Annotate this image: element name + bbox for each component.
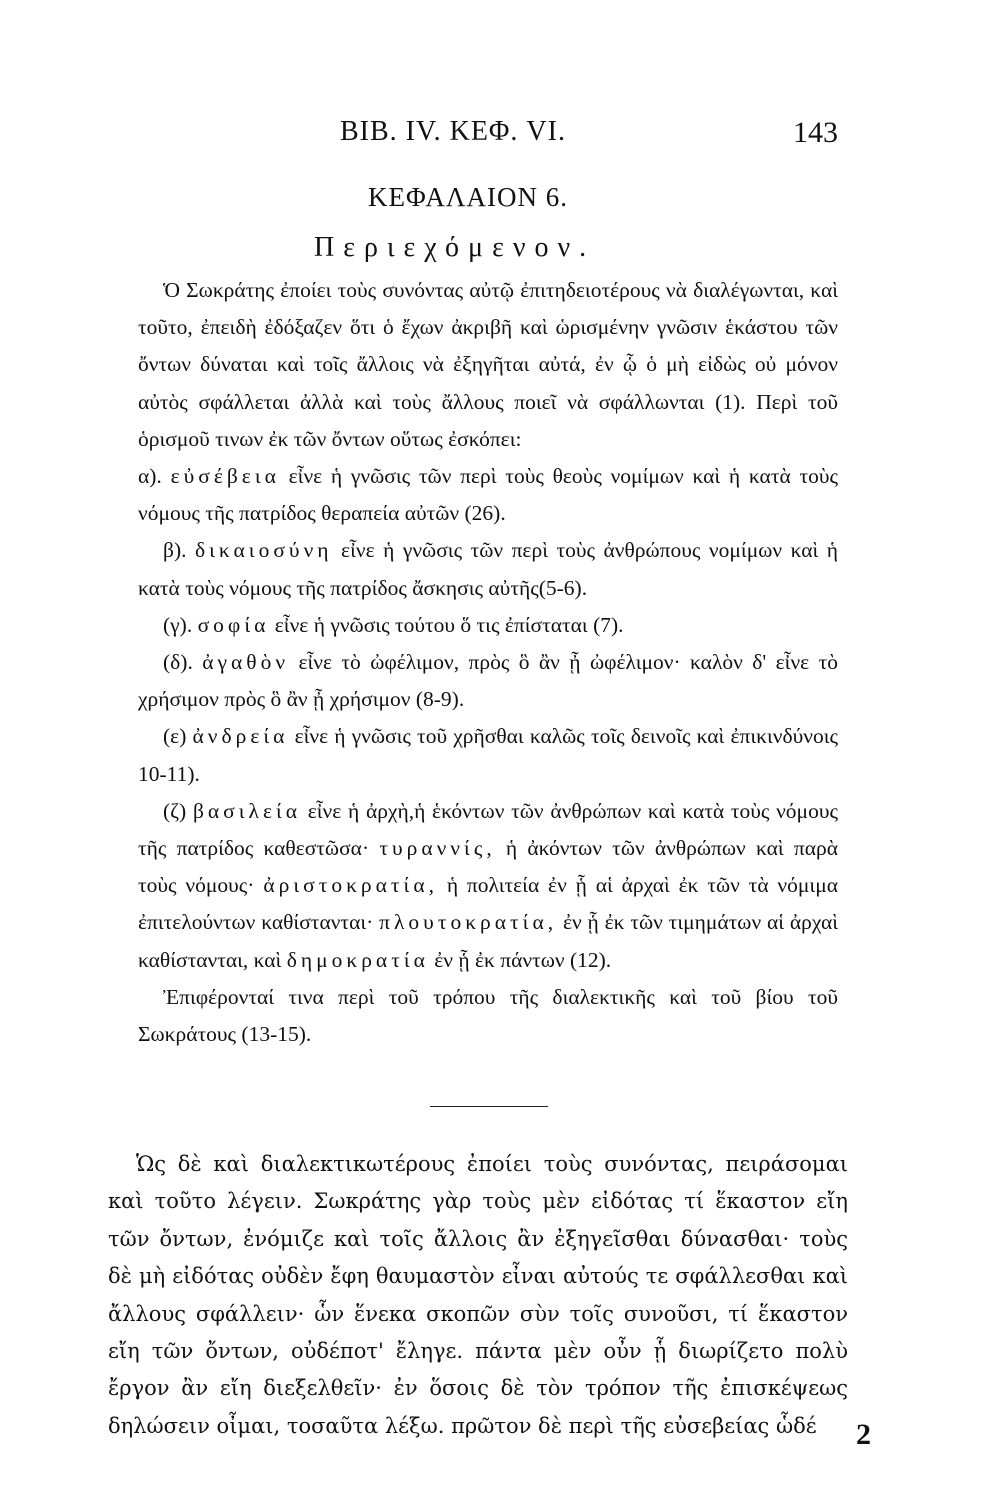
item-text: εἶνε ἡ γνῶσις τοῦ χρῆσθαι καλῶς τοῖς δεινοῖς καὶ ἐπικινδύνοις 10-11).: [138, 724, 839, 786]
summary-item-agathon: [138, 644, 838, 718]
contents-heading: Περιεχόμενον.: [314, 232, 596, 263]
main-text: [108, 1146, 848, 1445]
item-marker: (ε): [163, 724, 187, 749]
item-text: ἐν ᾗ ἐκ πάντων (12).: [434, 947, 612, 972]
item-term: ἀγαθὸν: [202, 650, 290, 675]
item-text: ἡ ἀκόντων τῶν ἀνθρώπων καὶ παρὰ τοὺς νόμους·: [138, 836, 838, 898]
page-number: 143: [793, 116, 838, 149]
item-term: δικαιοσύνη: [194, 538, 333, 563]
signature-mark: 2: [856, 1418, 871, 1451]
item-marker: β).: [163, 538, 187, 563]
item-text: εἶνε ἡ ἀρχὴ,ἡ ἑκόντων τῶν ἀνθρώπων καὶ κατὰ τοὺς νόμους τῆς πατρίδος καθεστῶσα·: [138, 798, 838, 861]
item-text: εἶνε τὸ ὠφέλιμον, πρὸς ὃ ἂν ᾖ ὠφέλιμον· καλὸν δ' εἶνε τὸ χρήσιμον πρὸς ὃ ἂν ᾖ χρήσιμον (8-9).: [138, 650, 838, 712]
summary-item-andreia: [138, 718, 838, 792]
item-term: πλουτοκρατία,: [379, 910, 558, 935]
item-text: ἐν ᾗ ἐκ τῶν τιμημάτων αἱ ἀρχαὶ καθίστανται, καὶ: [138, 910, 839, 972]
item-term: τυραννίς,: [379, 836, 496, 861]
item-text: εἶνε ἡ γνῶσις τούτου ὅ τις ἐπίσταται (7).: [274, 612, 624, 637]
item-marker: (δ).: [163, 650, 193, 675]
chapter-summary: [138, 272, 838, 1053]
summary-closing: Ἐπιφέρονταί τινα περὶ τοῦ τρόπου τῆς διαλεκτικῆς καὶ τοῦ βίου τοῦ Σωκράτους (13-15).: [138, 984, 838, 1047]
item-text: ἡ πολιτεία ἐν ᾗ αἱ ἀρχαὶ ἐκ τῶν τὰ νόμιμα ἐπιτελούντων καθίστανται·: [138, 873, 839, 935]
chapter-title: ΚΕΦΑΛΑΙΟΝ 6.: [368, 182, 568, 212]
item-term: δημοκρατία: [286, 947, 429, 972]
item-text: εἶνε ἡ γνῶσις τῶν περὶ τοὺς θεοὺς νομίμων καὶ ἡ κατὰ τοὺς νόμους τῆς πατρίδος θεραπεία αὐτῶν (26).: [138, 464, 839, 526]
item-term: ἀριστοκρατία,: [263, 873, 438, 898]
section-divider: [430, 1106, 548, 1107]
summary-item-sophia: [138, 607, 838, 644]
summary-item-dikaiosyne: [138, 532, 838, 606]
item-marker: α).: [138, 464, 162, 489]
item-text: εἶνε ἡ γνῶσις τῶν περὶ τοὺς ἀνθρώπους νομίμων καὶ ἡ κατὰ τοὺς νόμους τῆς πατρίδος ἄσκησις αὐτῆς(5-6).: [138, 538, 839, 600]
main-paragraph: Ὡς δὲ καὶ διαλεκτικωτέρους ἐποίει τοὺς συνόντας, πειράσομαι καὶ τοῦτο λέγειν. Σωκράτης γὰρ τοὺς μὲν εἰδότας τί ἕκαστον εἴη τῶν ὄντων, ἐνόμιζε καὶ τοῖς ἄλλοις ἂν ἐξηγεῖσθαι δύνασθαι· τοὺς δὲ μὴ εἰδότας οὐδὲν ἔφη θαυμαστὸν εἶναι αὐτούς τε σφάλλεσθαι καὶ ἄλλους σφάλλειν· ὧν ἕνεκα σκοπῶν σὺν τοῖς συνοῦσι, τί ἕκαστον εἴη τῶν ὄντων, οὐδέποτ' ἔληγε. πάντα μὲν οὖν ᾗ διωρίζετο πολὺ ἔργον ἂν εἴη διεξελθεῖν· ἐν ὅσοις δὲ τὸν τρόπον τῆς ἐπισκέψεως δηλώσειν οἶμαι, τοσαῦτα λέξω. πρῶτον δὲ περὶ τῆς εὐσεβείας ὧδέ: [108, 1152, 848, 1438]
item-marker: (ζ): [163, 798, 187, 823]
running-head: BIB. IV. ΚΕΦ. VI.: [340, 116, 566, 147]
item-term: βασιλεία: [192, 798, 302, 823]
summary-intro: Ὁ Σωκράτης ἐποίει τοὺς συνόντας αὐτῷ ἐπιτηδειοτέρους νὰ διαλέγωνται, καὶ τοῦτο, ἐπειδὴ ἐδόξαζεν ὅτι ὁ ἔχων ἀκριβῆ καὶ ὡρισμένην γνῶσιν ἑκάστου τῶν ὄντων δύναται καὶ τοῖς ἄλλοις νὰ ἐξηγῆται αὐτά, ἐν ᾧ ὁ μὴ εἰδὼς οὐ μόνον αὐτὸς σφάλλεται ἀλλὰ καὶ τοὺς ἄλλους ποιεῖ νὰ σφάλλωνται (1). Περὶ τοῦ ὁρισμοῦ τινων ἐκ τῶν ὄντων οὕτως ἐσκόπει:: [138, 278, 838, 451]
item-term: ἀνδρεία: [192, 724, 289, 749]
item-marker: (γ).: [163, 612, 193, 637]
summary-item-eusebeia: [138, 458, 838, 532]
summary-item-politeia: [138, 793, 838, 979]
item-term: σοφία: [197, 612, 270, 637]
item-term: εὐσέβεια: [170, 464, 280, 489]
